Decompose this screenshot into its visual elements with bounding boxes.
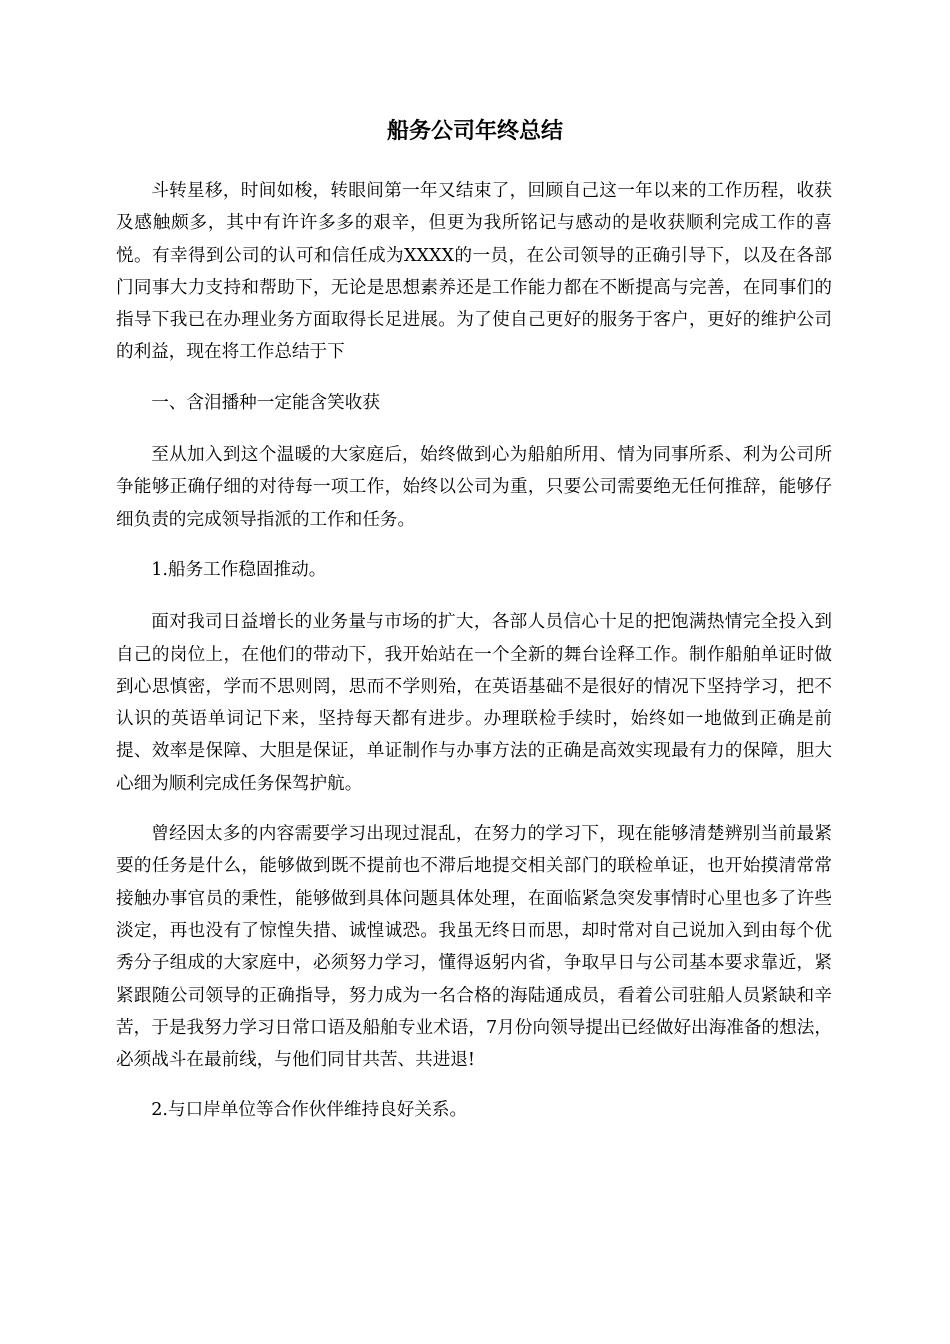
- document-body: [116, 175, 832, 1147]
- subsection-heading-1: 1.船务工作稳固推动。: [151, 559, 327, 580]
- document-title: 船务公司年终总结: [386, 119, 563, 144]
- paragraph-intro: 斗转星移，时间如梭，转眼间第一年又结束了，回顾自己这一年以来的工作历程，收获及感触颇多，其中有许许多多的艰辛，但更为我所铭记与感动的是收获顺利完成工作的喜悦。有幸得到公司的认可和信任成为XXXX的一员，在公司领导的正确引导下，以及在各部门同事大力支持和帮助下，无论是思想素养还是工作能力都在不断提高与完善，在同事们的指导下我已在办理业务方面取得长足进展。为了使自己更好的服务于客户，更好的维护公司的利益，现在将工作总结于下: [116, 181, 832, 363]
- section-heading-1: 一、含泪播种一定能含笑收获: [151, 392, 380, 413]
- paragraph-subsection-1b: 曾经因太多的内容需要学习出现过混乱，在努力的学习下，现在能够清楚辨别当前最紧要的任务是什么，能够做到既不提前也不滞后地提交相关部门的联检单证，也开始摸清常常接触办事官员的秉性，能够做到具体问题具体处理，在面临紧急突发事情时心里也多了许些淡定，再也没有了惊惶失措、诚惶诚恐。我虽无终日而思，却时常对自己说加入到由每个优秀分子组成的大家庭中，必须努力学习，懂得返躬内省，争取早日与公司基本要求靠近，紧紧跟随公司领导的正确指导，努力成为一名合格的海陆通成员，看着公司驻船人员紧缺和辛苦，于是我努力学习日常口语及船舶专业术语，7月份向领导提出已经做好出海准备的想法，必须战斗在最前线，与他们同甘共苦、共进退!: [116, 824, 832, 1071]
- subsection-heading-2: 2.与口岸单位等合作伙伴维持良好关系。: [151, 1100, 468, 1121]
- paragraph-section-1: 至从加入到这个温暖的大家庭后，始终做到心为船舶所用、情为同事所系、利为公司所争能够正确仔细的对待每一项工作，始终以公司为重，只要公司需要绝无任何推辞，能够仔细负责的完成领导指派的工作和任务。: [116, 445, 832, 530]
- paragraph-subsection-1a: 面对我司日益增长的业务量与市场的扩大，各部人员信心十足的把饱满热情完全投入到自己的岗位上，在他们的带动下，我开始站在一个全新的舞台诠释工作。制作船舶单证时做到心思慎密，学而不思则罔，思而不学则殆，在英语基础不是很好的情况下坚持学习，把不认识的英语单词记下来，坚持每天都有进步。办理联检手续时，始终如一地做到正确是前提、效率是保障、大胆是保证，单证制作与办事方法的正确是高效实现最有力的保障，胆大心细为顺利完成任务保驾护航。: [116, 612, 832, 794]
